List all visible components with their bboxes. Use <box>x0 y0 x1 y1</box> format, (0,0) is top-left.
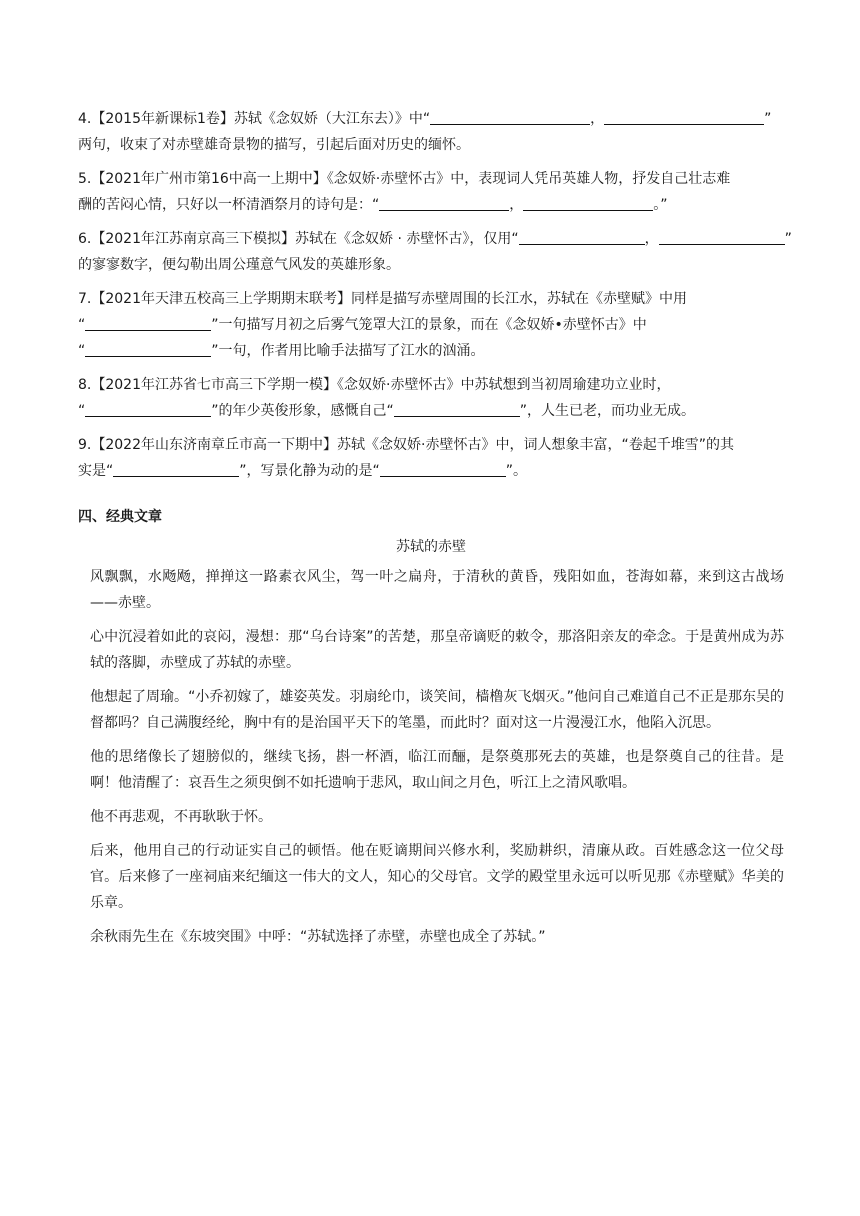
question-source-tag: 【2021年广州市第16中高一上期中】 <box>91 171 327 187</box>
answer-blank[interactable] <box>394 400 520 417</box>
question-source-tag: 【2021年天津五校高三上学期期末联考】 <box>91 291 351 307</box>
question-source-tag: 【2021年江苏省七市高三下学期一模】 <box>91 377 337 393</box>
article-paragraph: 他想起了周瑜。“小乔初嫁了，雄姿英发。羽扇纶巾，谈笑间，樯橹灰飞烟灭。”他问自己难道自己不正是那东吴的督都吗？自己满腹经纶，胸中有的是治国平天下的笔墨，而此时？面对这一片漫漫江水，他陷入沉思。 <box>90 689 784 731</box>
answer-blank[interactable] <box>379 194 509 211</box>
question-source-tag: 【2015年新课标1卷】 <box>91 111 234 127</box>
question-6: 6.【2021年江苏南京高三下模拟】苏轼在《念奴娇 · 赤壁怀古》，仅用“ ， ” 的寥寥数字，便勾勒出周公瑾意气风发的英雄形象。 <box>78 226 784 278</box>
answer-blank[interactable] <box>113 460 239 477</box>
article-paragraph: 心中沉浸着如此的哀闷，漫想：那“乌台诗案”的苦楚，那皇帝谪贬的敕令，那洛阳亲友的牵念。于是黄州成为苏轼的落脚，赤壁成了苏轼的赤壁。 <box>90 629 784 671</box>
question-number: 8. <box>78 377 92 393</box>
article-paragraph: 余秋雨先生在《东坡突围》中呼：“苏轼选择了赤壁，赤壁也成全了苏轼。” <box>90 929 546 945</box>
answer-blank[interactable] <box>85 400 211 417</box>
question-7: 7.【2021年天津五校高三上学期期末联考】同样是描写赤壁周围的长江水，苏轼在《赤壁赋》中用 “ ”一句描写月初之后雾气笼罩大江的景象，而在《念奴娇•赤壁怀古》中 “ ”一句，作者用比喻手法描写了江水的汹涌。 <box>78 291 687 359</box>
answer-blank[interactable] <box>519 228 645 245</box>
question-source-tag: 【2021年江苏南京高三下模拟】 <box>91 231 295 247</box>
answer-blank[interactable] <box>604 108 764 125</box>
question-5: 5.【2021年广州市第16中高一上期中】《念奴娇·赤壁怀古》中，表现词人凭吊英雄人物，抒发自己壮志难 酬的苦闷心情，只好以一杯清酒祭月的诗句是：“ ， 。” <box>78 171 731 213</box>
answer-blank[interactable] <box>430 108 590 125</box>
article-paragraph: 风飘飘，水飏飏，掸掸这一路素衣风尘，驾一叶之扁舟，于清秋的黄昏，残阳如血，苍海如幕，来到这古战场——赤壁。 <box>90 569 784 611</box>
answer-blank[interactable] <box>380 460 506 477</box>
article-paragraph: 后来，他用自己的行动证实自己的顿悟。他在贬谪期间兴修水利，奖励耕织，清廉从政。百姓感念这一位父母官。后来修了一座祠庙来纪缅这一伟大的文人，知心的父母官。文学的殿堂里永远可以听见那《赤壁赋》华美的乐章。 <box>90 843 784 911</box>
answer-blank[interactable] <box>659 228 785 245</box>
section-title: 四、经典文章 <box>78 509 162 525</box>
question-number: 4. <box>78 111 92 127</box>
document-content <box>78 106 792 958</box>
answer-blank[interactable] <box>85 314 211 331</box>
article-paragraph: 他不再悲观，不再耿耿于怀。 <box>90 809 272 825</box>
article-paragraph: 他的思绪像长了翅膀似的，继续飞扬，斟一杯酒，临江而酾，是祭奠那死去的英雄，也是祭奠自己的往昔。是啊！他清醒了：哀吾生之须臾倒不如托遗响于悲风，取山间之月色，听江上之清风歌唱。 <box>90 749 784 791</box>
article-title: 苏轼的赤壁 <box>396 539 466 555</box>
answer-blank[interactable] <box>85 340 211 357</box>
answer-blank[interactable] <box>523 194 653 211</box>
question-source-tag: 【2022年山东济南章丘市高一下期中】 <box>91 437 337 453</box>
question-number: 7. <box>78 291 92 307</box>
question-number: 9. <box>78 437 92 453</box>
question-4: 4.【2015年新课标1卷】苏轼《念奴娇（大江东去）》中“ ， ” 两句，收束了对赤壁雄奇景物的描写，引起后面对历史的缅怀。 <box>78 106 784 158</box>
question-8: 8.【2021年江苏省七市高三下学期一模】《念奴娇·赤壁怀古》中苏轼想到当初周瑜建功立业时， “ ”的年少英俊形象，感慨自己“ ”，人生已老，而功业无成。 <box>78 377 696 419</box>
question-number: 5. <box>78 171 92 187</box>
question-number: 6. <box>78 231 92 247</box>
question-9: 9.【2022年山东济南章丘市高一下期中】苏轼《念奴娇·赤壁怀古》中，词人想象丰富，“卷起千堆雪”的其 实是“ ”，写景化静为动的是“ ”。 <box>78 437 734 479</box>
